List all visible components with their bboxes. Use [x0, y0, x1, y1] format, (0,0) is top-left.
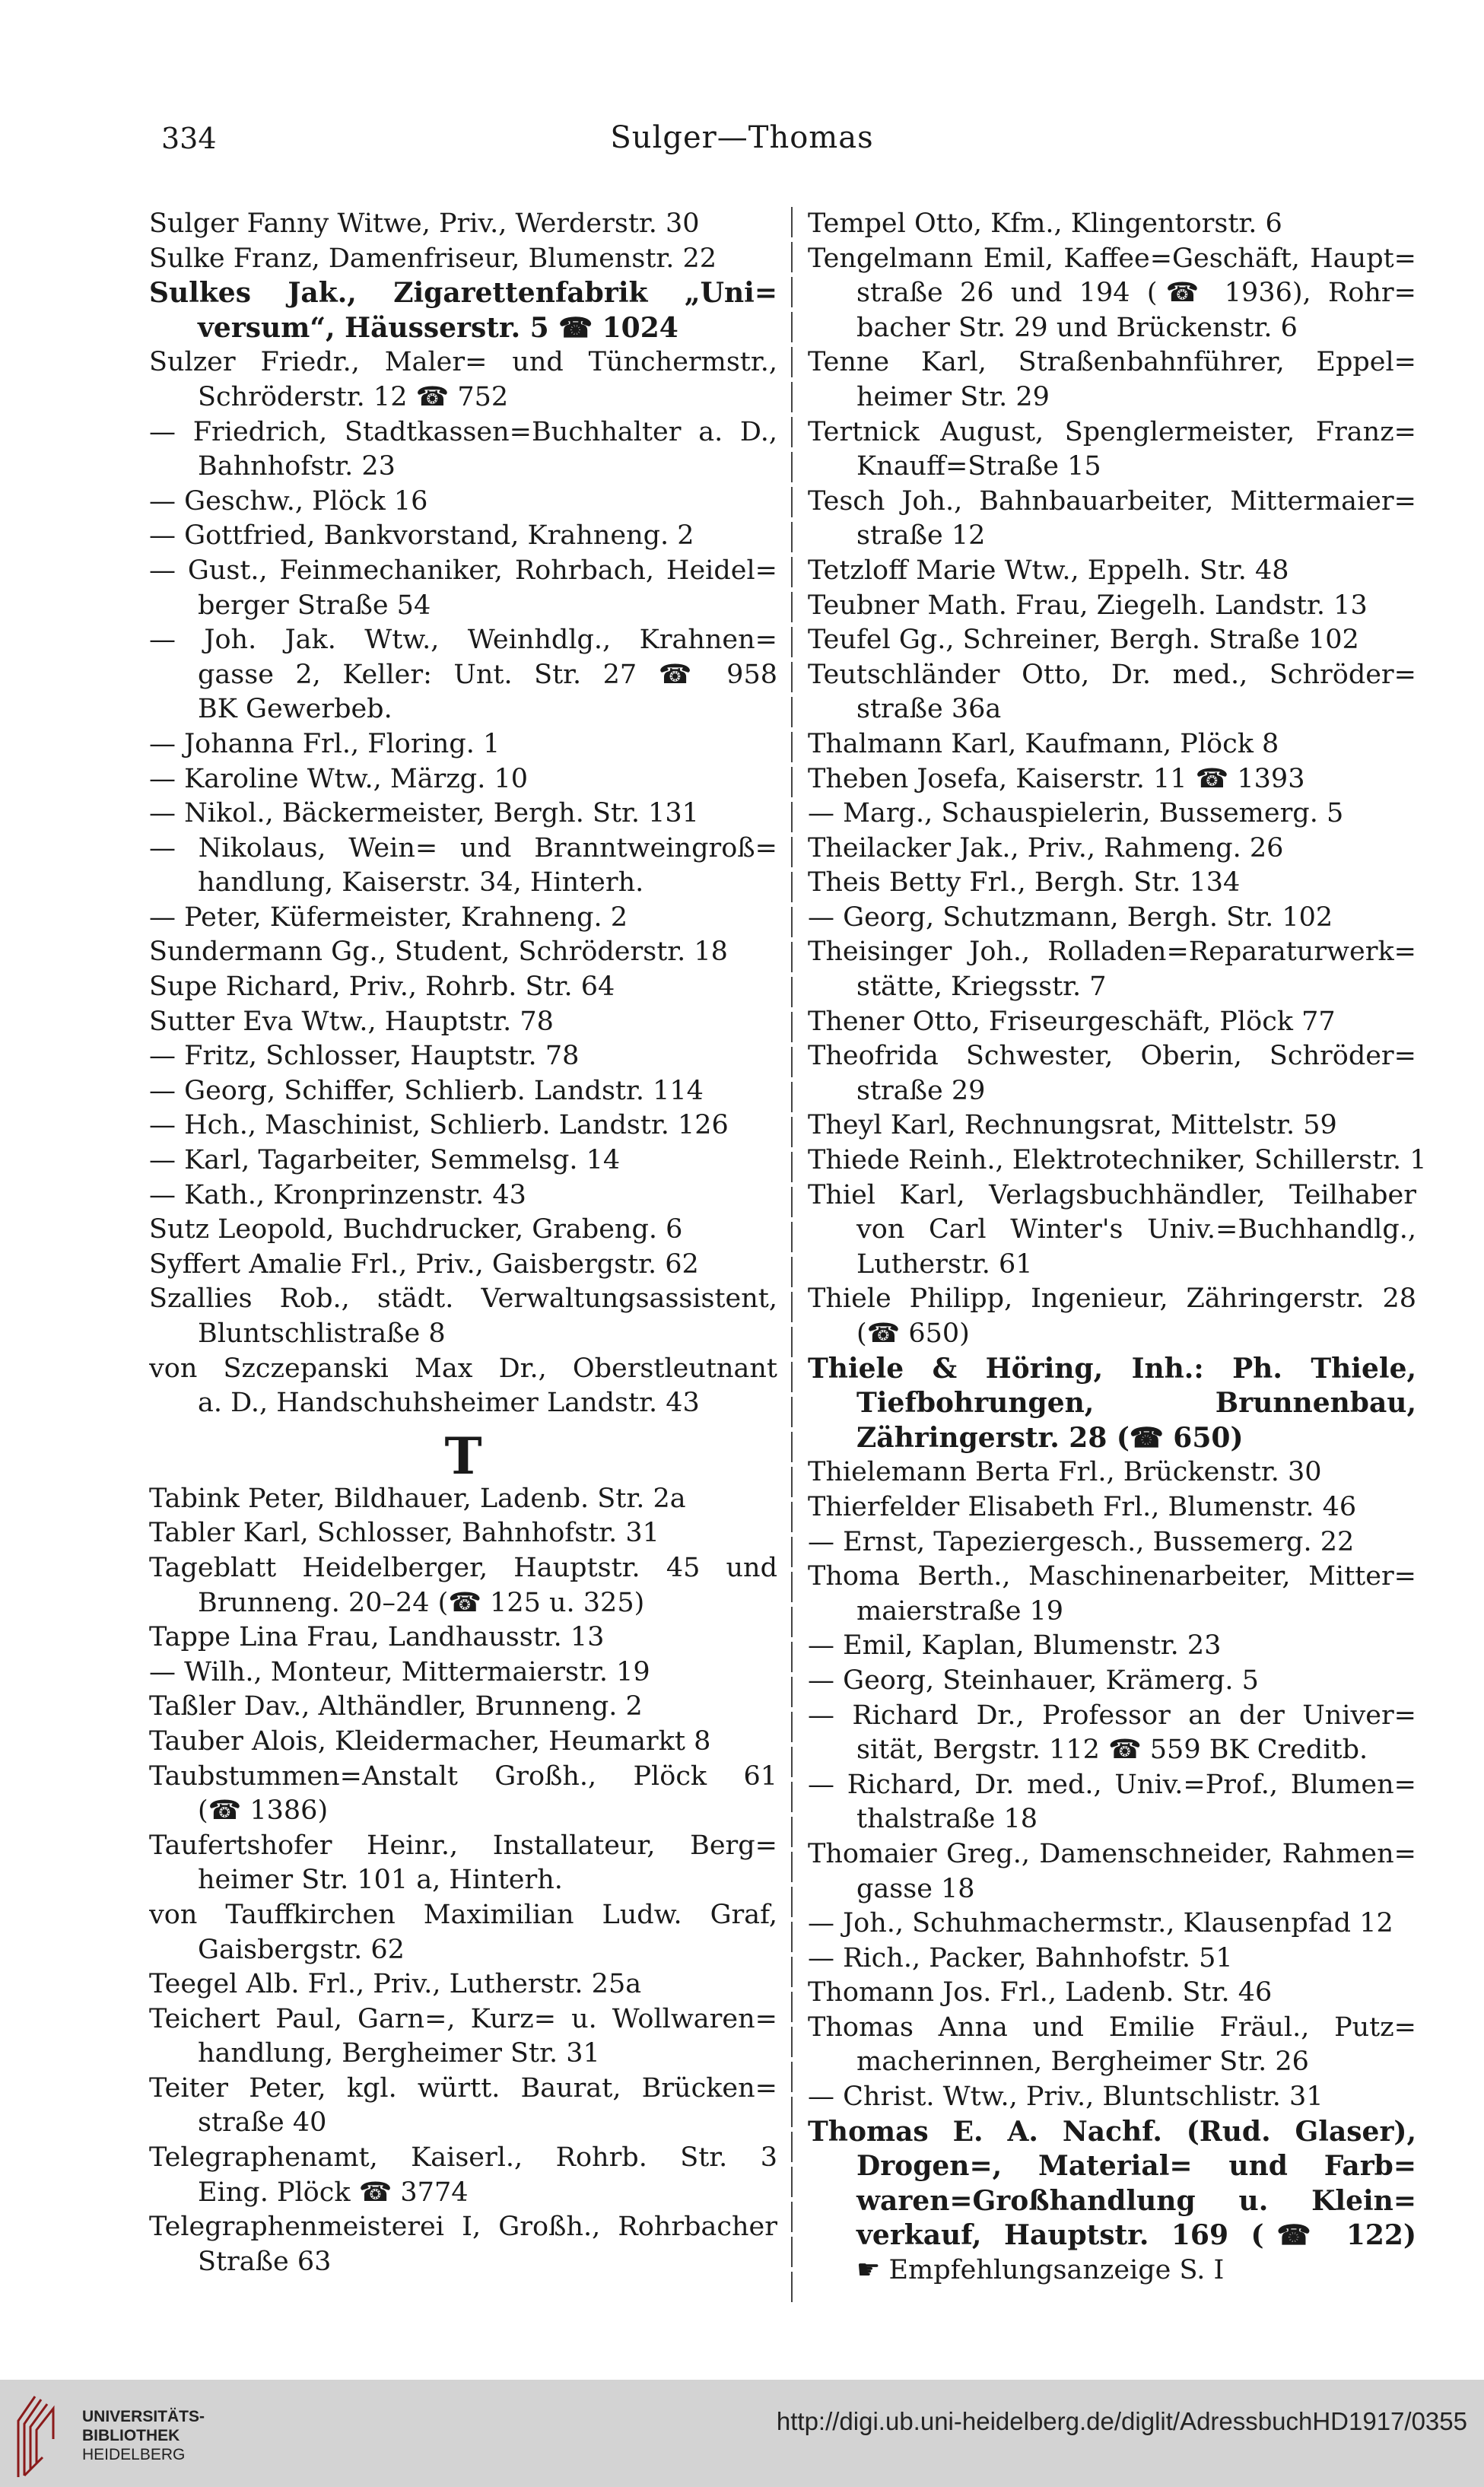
directory-entry: Teichert Paul, Garn=, Kurz= u. Wollwaren=: [149, 2003, 777, 2034]
entry-continuation-line: Lutherstr. 61: [856, 1248, 1033, 1280]
directory-entry: Thomaier Greg., Damenschneider, Rahmen=: [808, 1838, 1416, 1869]
entry-continuation-line: versum“, Häusserstr. 5 ☎ 1024: [198, 311, 678, 344]
directory-entry: Taßler Dav., Althändler, Brunneng. 2: [149, 1691, 643, 1722]
directory-entry: Tertnick August, Spenglermeister, Franz=: [808, 416, 1416, 447]
directory-entry: Sutter Eva Wtw., Hauptstr. 78: [149, 1006, 554, 1037]
directory-entry: von Szczepanski Max Dr., Oberstleutnant: [149, 1353, 777, 1384]
directory-entry: Tenne Karl, Straßenbahnführer, Eppel=: [808, 347, 1416, 378]
directory-entry: Sulger Fanny Witwe, Priv., Werderstr. 30: [149, 208, 700, 239]
directory-entry: Taubstummen=Anstalt Großh., Plöck 61: [149, 1760, 777, 1792]
entry-continuation-line: a. D., Handschuhsheimer Landstr. 43: [198, 1388, 700, 1419]
directory-entry: Tabink Peter, Bildhauer, Ladenb. Str. 2a: [149, 1483, 686, 1514]
entry-continuation-line: Bluntschlistraße 8: [198, 1318, 446, 1349]
directory-entry: — Joh. Jak. Wtw., Weinhdlg., Krahnen=: [149, 625, 777, 656]
directory-entry: Teufel Gg., Schreiner, Bergh. Straße 102: [808, 625, 1359, 656]
entry-continuation-line: gasse 2, Keller: Unt. Str. 27 ☎ 958: [198, 659, 777, 690]
entry-continuation-line: thalstraße 18: [856, 1804, 1038, 1835]
directory-entry: — Wilh., Monteur, Mittermaierstr. 19: [149, 1656, 650, 1687]
directory-entry: Telegraphenmeisterei I, Großh., Rohrbacher: [149, 2212, 777, 2243]
directory-entry: Theben Josefa, Kaiserstr. 11 ☎ 1393: [808, 763, 1305, 794]
entry-continuation-line: Brunneng. 20–24 (☎ 125 u. 325): [198, 1587, 645, 1618]
directory-entry: — Kath., Kronprinzenstr. 43: [149, 1179, 526, 1210]
directory-entry: Thiele Philipp, Ingenieur, Zähringerstr. 28: [808, 1283, 1416, 1315]
directory-entry: Thener Otto, Friseurgeschäft, Plöck 77: [808, 1006, 1336, 1037]
directory-entry: Theisinger Joh., Rolladen=Reparaturwerk=: [808, 937, 1416, 968]
directory-entry: Thiel Karl, Verlagsbuchhändler, Teilhaber: [808, 1179, 1416, 1210]
entry-continuation-line: heimer Str. 29: [856, 381, 1050, 412]
directory-entry: Thomas Anna und Emilie Fräul., Putz=: [808, 2012, 1416, 2043]
entry-continuation-line: Gaisbergstr. 62: [198, 1934, 405, 1965]
directory-entry: Tengelmann Emil, Kaffee=Geschäft, Haupt=: [808, 243, 1416, 274]
right-column: [808, 207, 1427, 2288]
directory-entry: Sulke Franz, Damenfriseur, Blumenstr. 22: [149, 243, 717, 274]
entry-continuation-line: stätte, Kriegsstr. 7: [856, 972, 1107, 1003]
directory-entry: Tetzloff Marie Wtw., Eppelh. Str. 48: [808, 555, 1289, 586]
footer-band: [0, 2380, 1484, 2487]
directory-entry: — Geschw., Plöck 16: [149, 485, 428, 517]
library-logo-icon: [11, 2393, 71, 2479]
directory-entry: Tesch Joh., Bahnbauarbeiter, Mittermaier=: [808, 485, 1416, 517]
left-column: [149, 207, 777, 2279]
directory-entry: — Christ. Wtw., Priv., Bluntschlistr. 31: [808, 2082, 1324, 2113]
entry-continuation-line: handlung, Bergheimer Str. 31: [198, 2038, 600, 2069]
directory-entry: — Karoline Wtw., Märzg. 10: [149, 763, 528, 794]
directory-entry: Taufertshofer Heinr., Installateur, Berg=: [149, 1830, 777, 1861]
directory-entry: Tappe Lina Frau, Landhausstr. 13: [149, 1622, 605, 1653]
directory-entry: Thomann Jos. Frl., Ladenb. Str. 46: [808, 1977, 1273, 2008]
entry-continuation-line: straße 26 und 194 (☎ 1936), Rohr=: [856, 278, 1416, 309]
directory-entry: Sutz Leopold, Buchdrucker, Grabeng. 6: [149, 1214, 683, 1245]
directory-entry: Supe Richard, Priv., Rohrb. Str. 64: [149, 972, 615, 1003]
directory-entry: Thierfelder Elisabeth Frl., Blumenstr. 46: [808, 1491, 1357, 1522]
entry-continuation-line: Eing. Plöck ☎ 3774: [198, 2177, 469, 2208]
page-number: 334: [161, 122, 217, 155]
entry-continuation-line: Bahnhofstr. 23: [198, 451, 396, 482]
directory-entry: Teutschländer Otto, Dr. med., Schröder=: [808, 659, 1416, 690]
directory-entry: — Friedrich, Stadtkassen=Buchhalter a. D.,: [149, 416, 777, 447]
entry-continuation-line: Drogen=, Material= und Farb=: [856, 2150, 1416, 2183]
directory-entry: Telegraphenamt, Kaiserl., Rohrb. Str. 3: [149, 2142, 777, 2174]
directory-entry: Teiter Peter, kgl. württ. Baurat, Brücken=: [149, 2072, 777, 2104]
entry-continuation-line: waren=Großhandlung u. Klein=: [856, 2184, 1416, 2217]
directory-entry: Theyl Karl, Rechnungsrat, Mittelstr. 59: [808, 1110, 1337, 1141]
directory-entry: — Georg, Schutzmann, Bergh. Str. 102: [808, 902, 1333, 933]
entry-continuation-line: straße 29: [856, 1075, 986, 1106]
directory-entry: — Joh., Schuhmachermstr., Klausenpfad 12: [808, 1908, 1393, 1939]
directory-entry: — Rich., Packer, Bahnhofstr. 51: [808, 1942, 1233, 1973]
directory-entry: — Nikol., Bäckermeister, Bergh. Str. 131: [149, 798, 699, 829]
directory-entry: Teegel Alb. Frl., Priv., Lutherstr. 25a: [149, 1969, 642, 2000]
section-letter-heading: T: [444, 1426, 482, 1486]
directory-entry: Sulkes Jak., Zigarettenfabrik „Uni=: [149, 277, 777, 310]
entry-continuation-line: bacher Str. 29 und Brückenstr. 6: [856, 312, 1298, 343]
directory-entry: Theis Betty Frl., Bergh. Str. 134: [808, 867, 1241, 898]
directory-entry: — Ernst, Tapeziergesch., Bussemerg. 22: [808, 1526, 1355, 1557]
directory-entry: — Georg, Steinhauer, Krämerg. 5: [808, 1665, 1259, 1696]
directory-entry: Theilacker Jak., Priv., Rahmeng. 26: [808, 832, 1284, 863]
directory-entry: Tauber Alois, Kleidermacher, Heumarkt 8: [149, 1725, 711, 1757]
entry-continuation-line: heimer Str. 101 a, Hinterh.: [198, 1865, 563, 1896]
entry-continuation-line: handlung, Kaiserstr. 34, Hinterh.: [198, 867, 644, 898]
directory-entry: — Peter, Küfermeister, Krahneng. 2: [149, 902, 628, 933]
directory-entry: Theofrida Schwester, Oberin, Schröder=: [808, 1041, 1416, 1072]
entry-continuation-line: straße 36a: [856, 694, 1002, 725]
directory-entry: Sulzer Friedr., Maler= und Tünchermstr.,: [149, 347, 777, 378]
directory-entry: Thiede Reinh., Elektrotechniker, Schillerstr. 1: [808, 1145, 1427, 1176]
directory-entry: Szallies Rob., städt. Verwaltungsassistent,: [149, 1283, 777, 1315]
entry-continuation-line: verkauf, Hauptstr. 169 (☎ 122): [856, 2219, 1416, 2252]
source-url[interactable]: http://digi.ub.uni-heidelberg.de/diglit/AdressbuchHD1917/0355: [776, 2407, 1467, 2435]
entry-continuation-line: straße 40: [198, 2107, 327, 2139]
directory-entry: Tabler Karl, Schlosser, Bahnhofstr. 31: [149, 1518, 659, 1549]
running-title: Sulger—Thomas: [610, 120, 874, 155]
directory-entry: Thielemann Berta Frl., Brückenstr. 30: [808, 1457, 1322, 1488]
entry-continuation-line: sität, Bergstr. 112 ☎ 559 BK Creditb.: [856, 1735, 1368, 1766]
directory-entry: Thomas E. A. Nachf. (Rud. Glaser),: [808, 2115, 1416, 2148]
library-line-2: BIBLIOTHEK: [82, 2427, 180, 2444]
library-line-3: HEIDELBERG: [82, 2446, 186, 2463]
entry-continuation-line: straße 12: [856, 520, 986, 552]
directory-entry: — Karl, Tagarbeiter, Semmelsg. 14: [149, 1145, 621, 1176]
entry-continuation-line: Zähringerstr. 28 (☎ 650): [856, 1421, 1244, 1454]
directory-entry: — Marg., Schauspielerin, Bussemerg. 5: [808, 798, 1344, 829]
entry-continuation-line: berger Straße 54: [198, 590, 431, 621]
directory-entry: — Hch., Maschinist, Schlierb. Landstr. 126: [149, 1110, 729, 1141]
directory-entry: Sundermann Gg., Student, Schröderstr. 18: [149, 937, 728, 968]
directory-entry: Tempel Otto, Kfm., Klingentorstr. 6: [808, 208, 1282, 239]
directory-entry: — Nikolaus, Wein= und Branntweingroß=: [149, 832, 777, 863]
directory-entry: Syffert Amalie Frl., Priv., Gaisbergstr. 62: [149, 1248, 699, 1280]
entry-continuation-line: Knauff=Straße 15: [856, 451, 1101, 482]
entry-continuation-line: ☛ Empfehlungsanzeige S. I: [856, 2255, 1225, 2286]
directory-entry: von Tauffkirchen Maximilian Ludw. Graf,: [149, 1899, 777, 1930]
directory-entry: Tageblatt Heidelberger, Hauptstr. 45 und: [149, 1552, 777, 1583]
library-line-1: UNIVERSITÄTS-: [82, 2408, 205, 2425]
directory-entry: — Georg, Schiffer, Schlierb. Landstr. 114: [149, 1075, 704, 1106]
entry-continuation-line: gasse 18: [856, 1873, 975, 1904]
directory-entry: Thiele & Höring, Inh.: Ph. Thiele,: [808, 1352, 1416, 1385]
directory-entry: — Gust., Feinmechaniker, Rohrbach, Heidel=: [149, 555, 777, 586]
library-name: [82, 2407, 205, 2464]
entry-continuation-line: von Carl Winter's Univ.=Buchhandlg.,: [856, 1214, 1416, 1245]
directory-entry: — Johanna Frl., Floring. 1: [149, 728, 500, 759]
entry-continuation-line: Schröderstr. 12 ☎ 752: [198, 381, 509, 412]
directory-entry: Teubner Math. Frau, Ziegelh. Landstr. 13: [808, 590, 1368, 621]
directory-entry: Thoma Berth., Maschinenarbeiter, Mitter=: [808, 1561, 1416, 1592]
entry-continuation-line: macherinnen, Bergheimer Str. 26: [856, 2047, 1309, 2078]
directory-entry: — Richard Dr., Professor an der Univer=: [808, 1700, 1416, 1731]
directory-entry: — Richard, Dr. med., Univ.=Prof., Blumen=: [808, 1769, 1416, 1800]
entry-continuation-line: BK Gewerbeb.: [198, 694, 392, 725]
entry-continuation-line: (☎ 650): [856, 1318, 970, 1349]
directory-entry: — Gottfried, Bankvorstand, Krahneng. 2: [149, 520, 694, 552]
entry-continuation-line: Tiefbohrungen, Brunnenbau,: [856, 1387, 1416, 1420]
directory-entry: — Fritz, Schlosser, Hauptstr. 78: [149, 1041, 580, 1072]
directory-entry: Thalmann Karl, Kaufmann, Plöck 8: [808, 728, 1279, 759]
directory-entry: — Emil, Kaplan, Blumenstr. 23: [808, 1630, 1222, 1662]
entry-continuation-line: (☎ 1386): [198, 1795, 329, 1827]
entry-continuation-line: maierstraße 19: [856, 1595, 1064, 1627]
column-divider: [791, 207, 793, 2307]
entry-continuation-line: Straße 63: [198, 2246, 332, 2277]
